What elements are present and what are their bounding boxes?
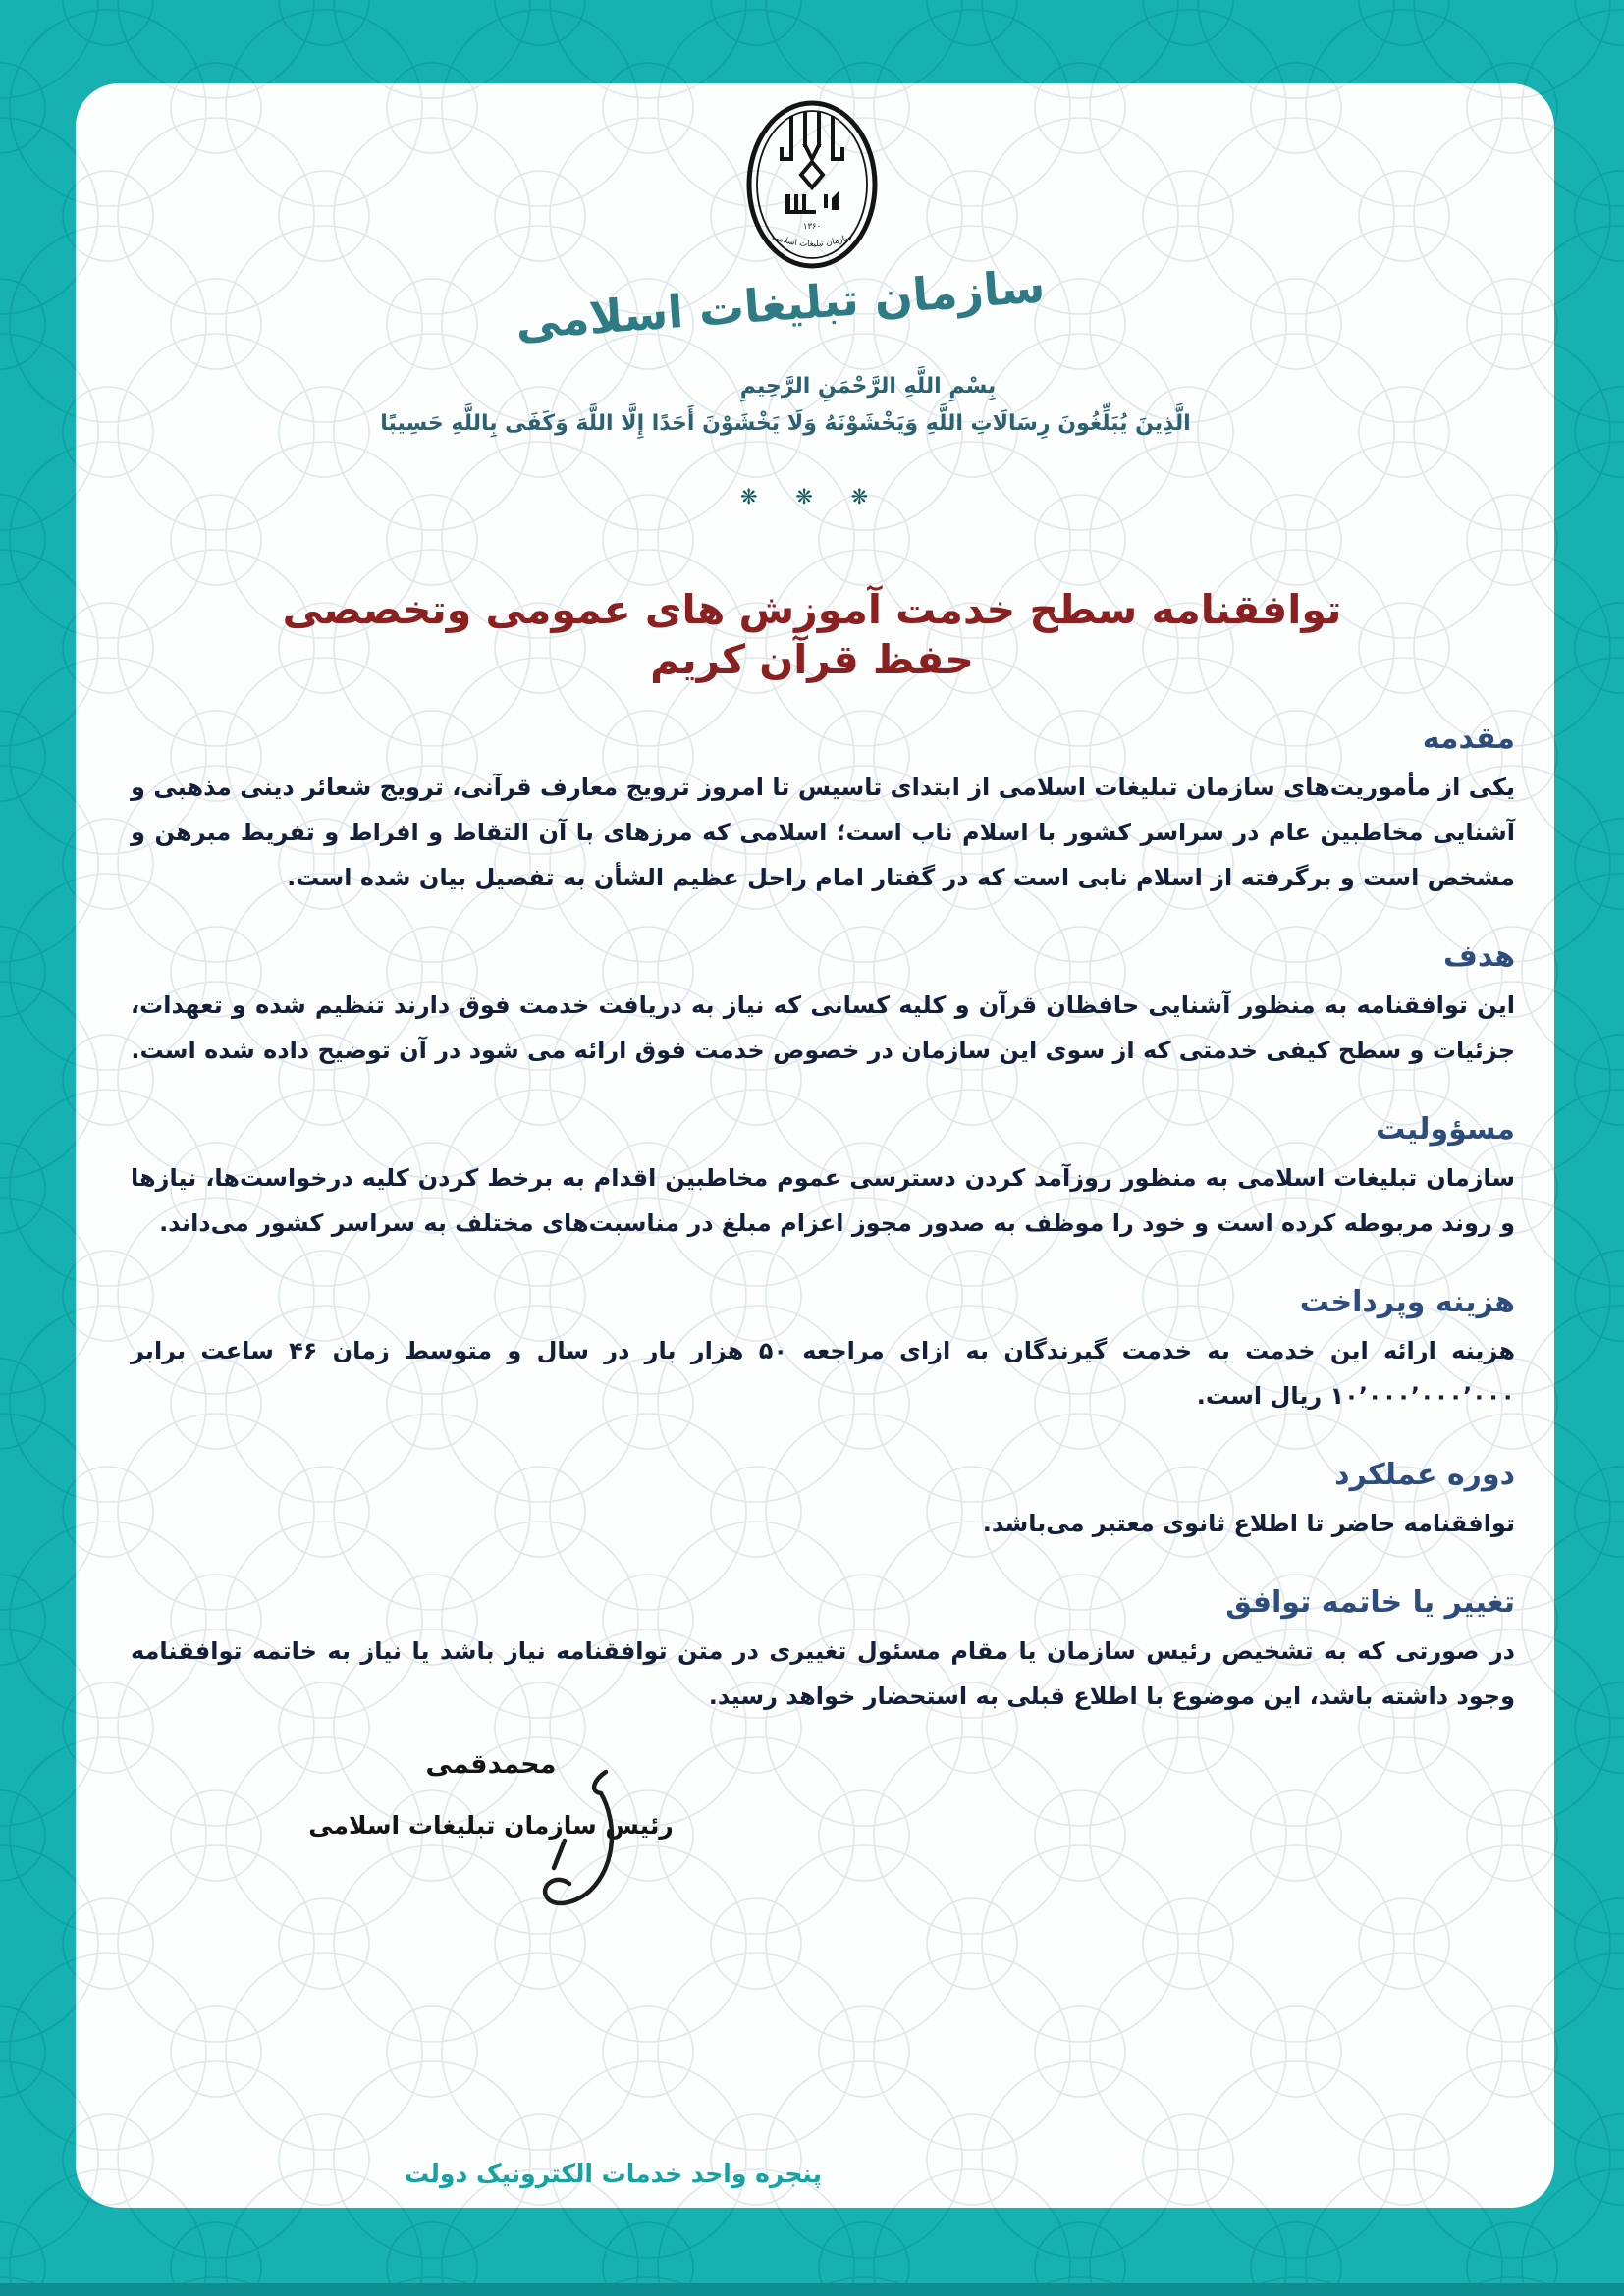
section-paragraph: یکی از مأموریت‌های سازمان تبلیغات اسلامی از ابتدای تاسیس تا امروز ترویج معارف قرآنی، ترویج شعائر دینی مذهبی و آشنایی مخاطبین عام در سراسر کشور با اسلام ناب است؛ اسلامی که مرزهای با آن التقاط و افراط و تفریط مبرهن و مشخص است و برگرفته از اسلام نابی است که در گفتار امام راحل عظیم الشأن به تفصیل بیان شده است. — [131, 774, 1515, 891]
signer-title: رئیس سازمان تبلیغات اسلامی — [308, 1811, 674, 1840]
bismillah-text: بِسْمِ اللَّهِ الرَّحْمَنِ الرَّحِیمِ — [739, 374, 997, 399]
section-heading: هدف — [1443, 939, 1515, 974]
logo-year: ۱۳۶۰ — [802, 222, 822, 232]
section-doreh-amalkard — [131, 1458, 1515, 1546]
section-moghadame — [131, 721, 1515, 900]
asterisk-separator: ❋ ❋ ❋ — [739, 485, 885, 508]
section-heading: تغییر یا خاتمه توافق — [1225, 1585, 1515, 1620]
footer-egov-label: پنجره واحد خدمات الکترونیک دولت — [405, 2160, 822, 2188]
organization-logo-icon — [737, 93, 887, 276]
organization-calligraphy: سازمان تبلیغات اسلامی — [514, 259, 1047, 349]
section-masouliat — [131, 1112, 1515, 1246]
section-heading: مقدمه — [1422, 721, 1515, 756]
logo-ring-text: سازمان تبلیغات اسلامی — [771, 232, 853, 250]
section-paragraph: سازمان تبلیغات اسلامی به منظور روزآمد کردن دسترسی عموم مخاطبین اقدام به برخط کردن کلیه درخواست‌ها، نیازها و روند مربوطه کرده است و خود را موظف به صدور مجوز اعزام مبلغ در مناسبت‌های مختلف به سراسر کشور می‌داند. — [131, 1164, 1515, 1237]
section-heading: هزینه وپرداخت — [1299, 1285, 1515, 1319]
section-taghir-khateme — [131, 1585, 1515, 1719]
signer-name: محمدقمی — [425, 1749, 557, 1780]
section-heading: مسؤولیت — [1376, 1112, 1515, 1147]
document-body — [131, 721, 1515, 1719]
section-paragraph: توافقنامه حاضر تا اطلاع ثانوی معتبر می‌باشد. — [982, 1510, 1515, 1537]
section-paragraph: هزینه ارائه این خدمت به خدمت گیرندگان به ازای مراجعه ۵۰ هزار بار در سال و متوسط زمان ۴۶ ساعت برابر ۱۰٬۰۰۰٬۰۰۰٬۰۰۰ ریال است. — [131, 1337, 1515, 1410]
kufic-allah-glyph — [785, 191, 839, 214]
document-title: توافقنامه سطح خدمت آموزش های عمومی وتخصصی حفظ قرآن کریم — [282, 586, 1342, 684]
handwritten-signature-icon — [483, 1757, 630, 1914]
section-paragraph: در صورتی که به تشخیص رئیس سازمان یا مقام مسئول تغییری در متن توافقنامه نیاز باشد یا نیاز به خاتمه توافقنامه وجود داشته باشد، این موضوع با اطلاع قبلی به استحضار خواهد رسید. — [131, 1637, 1515, 1710]
quran-verse-text: الَّذِينَ يُبَلِّغُونَ رِسَالَاتِ اللَّهِ وَيَخْشَوْنَهُ وَلَا يَخْشَوْنَ أَحَدًا إِلَّا اللَّهَ وَكَفَى بِاللَّهِ حَسِيبًا — [380, 411, 1191, 436]
section-heading: دوره عملکرد — [1334, 1458, 1515, 1492]
section-hazine-pardakht — [131, 1285, 1515, 1418]
section-paragraph: این توافقنامه به منظور آشنایی حافظان قرآن و کلیه کسانی که نیاز به دریافت خدمت فوق دارند تنظیم شده و تعهدات، جزئیات و سطح کیفی خدمتی که از سوی این سازمان در خصوص خدمت فوق ارائه می شود در آن توضیح داده شده است. — [131, 991, 1515, 1064]
section-hadaf — [131, 939, 1515, 1073]
